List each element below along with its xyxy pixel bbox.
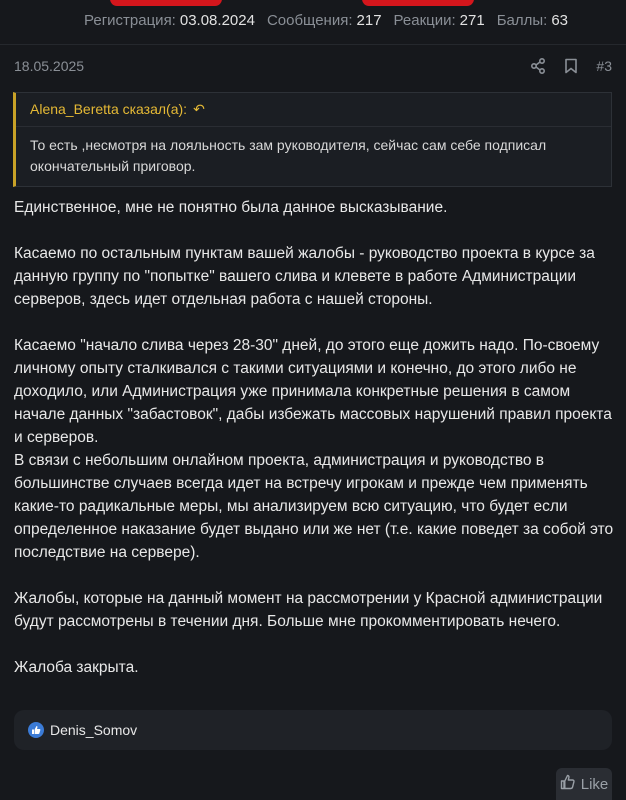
reactions-label: Реакции:: [393, 12, 456, 29]
like-label: Like: [580, 775, 609, 793]
registration-label: Регистрация:: [84, 12, 176, 29]
header-button-right[interactable]: [362, 0, 474, 6]
messages-value: 217: [356, 12, 382, 29]
paragraph-2: Касаемо по остальным пунктам вашей жалобы - руководство проекта в курсе за данную группу по "попытке" вашего слива и клевете в работе Администрации серверов, здесь идет отдельная работа с нашей стороны.: [14, 245, 595, 308]
messages-label: Сообщения:: [266, 12, 353, 29]
post-meta: [14, 58, 612, 78]
thumbs-up-icon: [560, 774, 576, 794]
post-date[interactable]: 18.05.2025: [14, 58, 85, 74]
profile-stats: [84, 12, 586, 29]
quote-author[interactable]: Alena_Beretta сказал(а):: [30, 101, 188, 117]
jump-to-quote-icon[interactable]: ↶: [193, 101, 205, 117]
reactions-bar[interactable]: [14, 710, 612, 750]
bookmark-icon[interactable]: [564, 58, 578, 74]
post-number[interactable]: #3: [596, 58, 612, 74]
header-button-left[interactable]: [110, 0, 222, 6]
share-icon[interactable]: [530, 58, 546, 74]
paragraph-6: Жалоба закрыта.: [14, 659, 139, 676]
paragraph-3: Касаемо "начало слива через 28-30" дней, до этого еще дожить надо. По-своему личному опыту сталкивался с такими ситуациями и конечно, до этого либо не доходило, или Администрация уже принимала конкретные решения в самом начале данных "забастовок", дабы избежать массовых нарушений правил проекта и серверов.: [14, 337, 612, 446]
points-label: Баллы:: [496, 12, 548, 29]
paragraph-1: Единственное, мне не понятно была данное высказывание.: [14, 199, 448, 216]
points-value: 63: [551, 12, 569, 29]
quote-block: [13, 92, 612, 187]
like-button[interactable]: [556, 768, 612, 800]
like-reaction-icon: [28, 722, 44, 738]
post-content: [14, 196, 614, 702]
quote-header[interactable]: [16, 93, 611, 127]
quote-text: То есть ,несмотря на лояльность зам руководителя, сейчас сам себе подписал окончательный приговор.: [30, 137, 547, 174]
registration-value: 03.08.2024: [179, 12, 255, 29]
paragraph-5: Жалобы, которые на данный момент на рассмотрении у Красной администрации будут рассмотрены в течении дня. Больше мне прокомментировать нечего.: [14, 590, 603, 630]
top-bar: [0, 0, 626, 10]
reaction-user[interactable]: Denis_Somov: [50, 722, 138, 738]
paragraph-4: В связи с небольшим онлайном проекта, администрация и руководство в большинстве случаев всегда идет на встречу игрокам и прежде чем применять какие-то радикальные меры, мы анализируем всю ситуацию, что будет если определенное наказание будет выдано или же нет (т.е. какие поведет за собой это последствие на сервере).: [14, 452, 614, 561]
post-actions: [530, 58, 612, 74]
divider: [0, 44, 626, 45]
reactions-value: 271: [459, 12, 485, 29]
